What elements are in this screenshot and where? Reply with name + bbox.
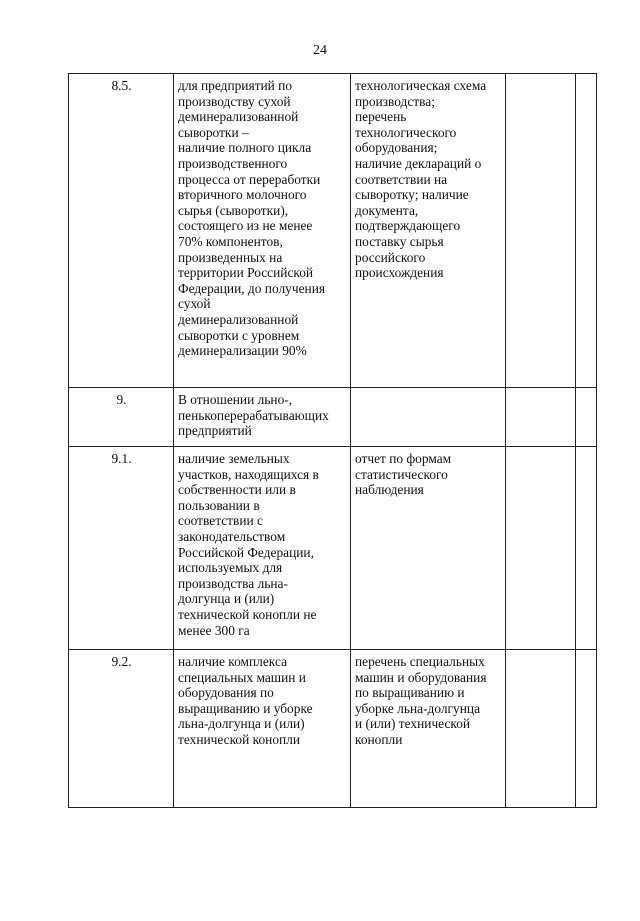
text-line: поставку сырья [355,233,444,249]
text-line: сырья (сыворотки), [178,202,289,218]
criterion-cell [174,650,351,808]
text-line: деминерализации 90% [178,343,307,359]
text-line: технологическая схема [355,78,487,93]
empty-cell [506,650,576,808]
text-line: пенькоперерабатывающих [178,407,329,423]
text-line: предприятий [178,423,252,439]
text-line: пользовании в [178,497,260,513]
documents-cell [351,388,506,447]
text-line: сыворотки с уровнем [178,327,300,343]
empty-cell [506,447,576,650]
text-line: оборудования по [178,685,274,701]
empty-cell [506,388,576,447]
text-line: наличие полного цикла [178,140,312,156]
text-line: технической конопли [178,731,301,747]
empty-cell [576,388,597,447]
text-line: для предприятий по [178,78,293,93]
text-line: производства льна- [178,575,288,591]
text-line: уборке льна-долгунца [355,700,481,716]
text-line: Федерации, до получения [178,280,326,296]
text-line: и (или) технической [355,716,471,732]
text-line: подтверждающего [355,218,461,234]
criterion-cell [174,388,351,447]
text-line: отчет по формам [355,451,452,466]
criteria-table [68,73,597,808]
text-line: наблюдения [355,482,424,498]
text-line: сыворотку; наличие [355,187,469,203]
text-line: сыворотки – [178,124,249,140]
text-line: долгунца и (или) [178,591,275,607]
table-row [69,650,597,808]
text-line: перечень специальных [355,654,485,669]
text-line: льна-долгунца и (или) [178,716,305,732]
text-line: В отношении льно-, [178,392,293,407]
text-line: технологического [355,124,457,140]
row-number: 9.1. [69,447,174,650]
text-line: технической конопли не [178,606,317,622]
text-line: производства; [355,93,435,109]
text-line: 70% компонентов, [178,233,283,249]
text-line: вторичного молочного [178,187,307,203]
row-number: 9.2. [69,650,174,808]
text-line: перечень [355,109,407,125]
documents-cell [351,650,506,808]
text-line: по выращиванию и [355,685,465,701]
documents-cell [351,447,506,650]
text-line: наличие деклараций о [355,155,482,171]
text-line: машин и оборудования [355,669,487,685]
empty-cell [576,74,597,388]
text-line: документа, [355,202,419,218]
text-line: участков, находящихся в [178,466,319,482]
text-line: состоящего из не менее [178,218,313,234]
criterion-cell [174,74,351,388]
text-line: законодательством [178,528,286,544]
text-line: выращиванию и уборке [178,700,313,716]
text-line: Российской Федерации, [178,544,314,560]
text-line: соответствии с [178,513,263,529]
text-line: деминерализованной [178,109,299,125]
empty-cell [576,447,597,650]
text-line: наличие комплекса [178,654,288,669]
text-line: произведенных на [178,249,283,265]
text-line: производству сухой [178,93,291,109]
text-line: наличие земельных [178,451,290,466]
text-line: российского [355,249,426,265]
text-line: сухой [178,296,211,312]
empty-cell [506,74,576,388]
empty-cell [576,650,597,808]
text-line: используемых для [178,560,283,576]
text-line: конопли [355,731,403,747]
text-line: статистического [355,466,448,482]
text-line: производственного [178,155,288,171]
documents-cell [351,74,506,388]
text-line: собственности или в [178,482,296,498]
text-line: происхождения [355,265,444,281]
text-line: специальных машин и [178,669,306,685]
text-line: деминерализованной [178,311,299,327]
text-line: менее 300 га [178,622,250,638]
text-line: оборудования; [355,140,438,156]
row-number: 9. [69,388,174,447]
table-row [69,447,597,650]
text-line: территории Российской [178,265,314,281]
table-row [69,74,597,388]
text-line: процесса от переработки [178,171,321,187]
page-number: 24 [313,43,327,58]
criterion-cell [174,447,351,650]
row-number: 8.5. [69,74,174,388]
table-row [69,388,597,447]
text-line: соответствии на [355,171,448,187]
